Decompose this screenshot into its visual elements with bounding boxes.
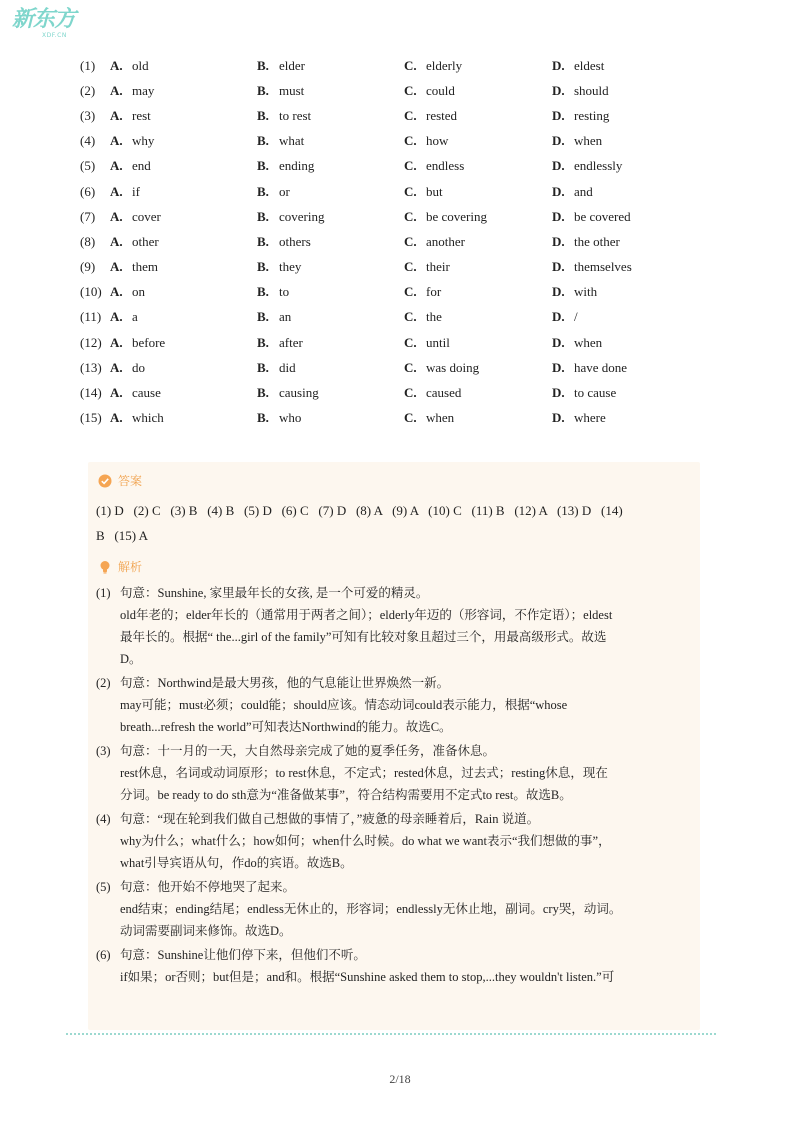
option-letter: A. [110, 133, 123, 149]
option-letter: D. [552, 259, 565, 275]
option-d [552, 209, 702, 225]
option-c [404, 58, 552, 74]
logo-subtext: XDF.CN [42, 32, 67, 39]
question-number: (3) [80, 107, 96, 123]
analysis-heading [98, 558, 142, 575]
option-letter: D. [552, 57, 565, 73]
option-text: when [574, 334, 603, 350]
option-text: covering [279, 208, 325, 224]
analysis-line: rest休息，名词或动词原形；to rest休息，不定式；rested休息，过去式；resting休息，现在 [120, 766, 608, 780]
question-number: (2) [80, 82, 96, 98]
option-letter: A. [110, 233, 123, 249]
question-row [80, 78, 720, 103]
option-letter: B. [257, 359, 269, 375]
question-number: (1) [80, 57, 96, 73]
option-text: do [132, 359, 145, 375]
option-text: or [279, 183, 290, 199]
option-d [552, 335, 702, 351]
option-a [110, 58, 257, 74]
option-text: who [279, 410, 302, 426]
answer-heading-label: 答案 [118, 474, 143, 488]
option-c [404, 158, 552, 174]
analysis-line: what引导宾语从句，作do的宾语。故选B。 [120, 856, 353, 870]
option-text: ending [279, 158, 315, 174]
option-c [404, 259, 552, 275]
option-letter: B. [257, 133, 269, 149]
option-letter: B. [257, 208, 269, 224]
analysis-line: 句意：Sunshine, 家里最年长的女孩, 是一个可爱的精灵。 [120, 586, 429, 600]
question-row [80, 53, 720, 78]
option-d [552, 259, 702, 275]
question-number: (5) [80, 158, 96, 174]
option-b [257, 83, 404, 99]
option-b [257, 284, 404, 300]
option-a [110, 335, 257, 351]
option-text: the other [574, 233, 620, 249]
option-d [552, 58, 702, 74]
option-text: must [279, 82, 305, 98]
option-text: why [132, 133, 155, 149]
option-letter: B. [257, 107, 269, 123]
option-text: the [426, 309, 442, 325]
option-b [257, 209, 404, 225]
option-letter: D. [552, 233, 565, 249]
option-letter: B. [257, 183, 269, 199]
option-text: should [574, 82, 609, 98]
question-row [80, 305, 720, 330]
option-c [404, 83, 552, 99]
option-c [404, 360, 552, 376]
option-letter: C. [404, 259, 417, 275]
analysis-line: 句意：他开始不停地哭了起来。 [120, 880, 296, 894]
option-text: themselves [574, 259, 632, 275]
option-text: cause [132, 385, 161, 401]
analysis-line: 分词。be ready to do sth意为“准备做某事”，符合结构需要用不定式to rest。故选B。 [120, 788, 572, 802]
option-d [552, 410, 702, 426]
option-letter: A. [110, 82, 123, 98]
option-d [552, 360, 702, 376]
option-c [404, 335, 552, 351]
option-letter: B. [257, 309, 269, 325]
option-letter: D. [552, 284, 565, 300]
analysis-line: 句意：十一月的一天，大自然母亲完成了她的夏季任务，准备休息。 [120, 744, 496, 758]
option-text: and [574, 183, 593, 199]
option-a [110, 284, 257, 300]
option-a [110, 133, 257, 149]
option-letter: C. [404, 410, 417, 426]
option-text: to rest [279, 107, 312, 123]
option-text: another [426, 233, 465, 249]
option-letter: B. [257, 284, 269, 300]
option-text: be covering [426, 208, 488, 224]
option-d [552, 234, 702, 250]
option-text: a [132, 309, 138, 325]
analysis-line: breath...refresh the world”可知表达Northwind的能力。故选C。 [120, 720, 452, 734]
option-letter: C. [404, 82, 417, 98]
option-letter: D. [552, 107, 565, 123]
option-letter: A. [110, 57, 123, 73]
option-b [257, 108, 404, 124]
option-a [110, 209, 257, 225]
lightbulb-icon [98, 560, 112, 574]
analysis-line: 动词需要副词来修饰。故选D。 [120, 924, 292, 938]
option-text: rested [426, 107, 458, 123]
analysis-item-number: (2) [96, 676, 111, 690]
question-number: (13) [80, 359, 102, 375]
question-row [80, 204, 720, 229]
analysis-line: 句意：Northwind是最大男孩，他的气息能让世界焕然一新。 [120, 676, 450, 690]
option-a [110, 259, 257, 275]
option-letter: B. [257, 233, 269, 249]
option-text: to [279, 284, 290, 300]
answer-line: (1) D (2) C (3) B (4) B (5) D (6) C (7) D (8) A (9) A (10) C (11) B (12) A (13) D (14) [96, 503, 623, 518]
option-text: end [132, 158, 151, 174]
option-letter: A. [110, 309, 123, 325]
analysis-line: if如果；or否则；but但是；and和。根据“Sunshine asked them to stop,...they wouldn't listen.”可 [120, 970, 615, 984]
analysis-line: why为什么；what什么；how如何；when什么时候。do what we want表示“我们想做的事”， [120, 834, 611, 848]
question-row [80, 229, 720, 254]
option-text: which [132, 410, 164, 426]
option-letter: D. [552, 334, 565, 350]
option-text: endless [426, 158, 465, 174]
option-c [404, 108, 552, 124]
option-letter: C. [404, 233, 417, 249]
option-text: have done [574, 359, 628, 375]
option-text: after [279, 334, 303, 350]
option-c [404, 284, 552, 300]
option-letter: C. [404, 158, 417, 174]
analysis-item [96, 582, 688, 670]
option-b [257, 259, 404, 275]
question-number: (8) [80, 233, 96, 249]
question-number: (10) [80, 284, 102, 300]
analysis-item-number: (6) [96, 948, 111, 962]
option-text: was doing [426, 359, 480, 375]
option-a [110, 184, 257, 200]
option-text: they [279, 259, 302, 275]
option-letter: C. [404, 57, 417, 73]
option-text: when [574, 133, 603, 149]
question-row [80, 280, 720, 305]
option-b [257, 309, 404, 325]
option-b [257, 58, 404, 74]
footer-divider [66, 1033, 716, 1035]
answer-analysis-box [88, 462, 700, 1030]
option-letter: A. [110, 410, 123, 426]
analysis-item-number: (5) [96, 880, 111, 894]
analysis-list [96, 582, 688, 990]
option-letter: A. [110, 107, 123, 123]
option-letter: D. [552, 133, 565, 149]
option-text: old [132, 57, 149, 73]
question-number: (14) [80, 385, 102, 401]
question-row [80, 129, 720, 154]
option-text: causing [279, 385, 319, 401]
question-row [80, 330, 720, 355]
option-text: be covered [574, 208, 631, 224]
analysis-line: D。 [120, 652, 142, 666]
option-letter: B. [257, 385, 269, 401]
option-text: caused [426, 385, 462, 401]
question-number: (7) [80, 208, 96, 224]
analysis-line: may可能；must必须；could能；should应该。情态动词could表示能力，根据“whose [120, 698, 568, 712]
option-d [552, 385, 702, 401]
option-c [404, 184, 552, 200]
analysis-item [96, 740, 688, 806]
option-b [257, 385, 404, 401]
option-letter: D. [552, 183, 565, 199]
option-text: if [132, 183, 140, 199]
option-letter: C. [404, 133, 417, 149]
question-row [80, 380, 720, 405]
option-letter: B. [257, 158, 269, 174]
option-c [404, 410, 552, 426]
question-row [80, 355, 720, 380]
option-text: resting [574, 107, 610, 123]
option-c [404, 309, 552, 325]
logo-text: 新东方 [12, 7, 76, 32]
option-text: endlessly [574, 158, 623, 174]
check-circle-icon [98, 474, 112, 488]
option-letter: A. [110, 208, 123, 224]
option-letter: B. [257, 410, 269, 426]
option-a [110, 108, 257, 124]
option-text: for [426, 284, 442, 300]
analysis-item [96, 672, 688, 738]
option-text: how [426, 133, 449, 149]
option-letter: D. [552, 410, 565, 426]
option-a [110, 83, 257, 99]
option-a [110, 309, 257, 325]
option-text: other [132, 233, 159, 249]
option-b [257, 360, 404, 376]
question-number: (9) [80, 259, 96, 275]
option-a [110, 234, 257, 250]
analysis-item [96, 944, 688, 988]
option-text: before [132, 334, 166, 350]
question-options [80, 53, 720, 431]
option-letter: A. [110, 259, 123, 275]
question-number: (6) [80, 183, 96, 199]
option-text: where [574, 410, 606, 426]
analysis-line: 句意：“现在轮到我们做自己想做的事情了，”疲惫的母亲睡着后，Rain 说道。 [120, 812, 540, 826]
option-letter: C. [404, 183, 417, 199]
option-text: may [132, 82, 155, 98]
option-c [404, 209, 552, 225]
option-letter: A. [110, 359, 123, 375]
option-text: their [426, 259, 450, 275]
question-row [80, 179, 720, 204]
option-text: others [279, 233, 311, 249]
option-text: when [426, 410, 455, 426]
analysis-line: end结束；ending结尾；endless无休止的，形容词；endlessly无休止地，副词。cry哭，动词。 [120, 902, 622, 916]
option-b [257, 158, 404, 174]
option-text: to cause [574, 385, 617, 401]
option-text: what [279, 133, 305, 149]
option-letter: C. [404, 334, 417, 350]
option-d [552, 284, 702, 300]
option-letter: B. [257, 334, 269, 350]
question-row [80, 103, 720, 128]
option-text: but [426, 183, 443, 199]
xdf-logo [12, 8, 82, 42]
option-letter: C. [404, 309, 417, 325]
option-d [552, 309, 702, 325]
option-d [552, 83, 702, 99]
analysis-heading-label: 解析 [118, 560, 143, 574]
page-number: 2/18 [389, 1072, 411, 1086]
answer-heading [98, 472, 142, 489]
option-d [552, 108, 702, 124]
option-a [110, 385, 257, 401]
option-text: eldest [574, 57, 605, 73]
answer-text [96, 498, 686, 548]
analysis-item-number: (4) [96, 812, 111, 826]
option-letter: B. [257, 82, 269, 98]
option-b [257, 335, 404, 351]
option-letter: D. [552, 158, 565, 174]
option-a [110, 360, 257, 376]
analysis-item [96, 808, 688, 874]
option-letter: C. [404, 385, 417, 401]
analysis-item-number: (3) [96, 744, 111, 758]
option-letter: B. [257, 259, 269, 275]
option-text: could [426, 82, 455, 98]
option-d [552, 184, 702, 200]
question-number: (4) [80, 133, 96, 149]
option-text: did [279, 359, 296, 375]
option-letter: D. [552, 82, 565, 98]
analysis-line: old年老的；elder年长的（通常用于两者之间）；elderly年迈的（形容词，不作定语）；eldest [120, 608, 613, 622]
analysis-line: 最年长的。根据“ the...girl of the family”可知有比较对象且超过三个，用最高级形式。故选 [120, 630, 607, 644]
option-d [552, 133, 702, 149]
option-letter: D. [552, 208, 565, 224]
option-text: elder [279, 57, 305, 73]
analysis-item-number: (1) [96, 586, 111, 600]
option-letter: A. [110, 334, 123, 350]
option-b [257, 133, 404, 149]
option-d [552, 158, 702, 174]
option-c [404, 133, 552, 149]
answer-line: B (15) A [96, 528, 148, 543]
option-b [257, 234, 404, 250]
option-text: rest [132, 107, 151, 123]
option-letter: C. [404, 208, 417, 224]
option-text: / [574, 309, 578, 325]
question-number: (15) [80, 410, 102, 426]
option-text: on [132, 284, 145, 300]
question-number: (11) [80, 309, 102, 325]
option-letter: A. [110, 158, 123, 174]
option-b [257, 184, 404, 200]
question-row [80, 154, 720, 179]
option-letter: D. [552, 359, 565, 375]
analysis-item [96, 876, 688, 942]
option-a [110, 410, 257, 426]
option-text: them [132, 259, 158, 275]
option-letter: A. [110, 183, 123, 199]
option-c [404, 234, 552, 250]
option-letter: D. [552, 385, 565, 401]
option-text: until [426, 334, 450, 350]
option-letter: A. [110, 385, 123, 401]
option-text: an [279, 309, 292, 325]
question-number: (12) [80, 334, 102, 350]
option-letter: A. [110, 284, 123, 300]
question-row [80, 255, 720, 280]
question-row [80, 406, 720, 431]
option-letter: C. [404, 284, 417, 300]
option-letter: C. [404, 107, 417, 123]
option-letter: B. [257, 57, 269, 73]
option-b [257, 410, 404, 426]
option-a [110, 158, 257, 174]
option-letter: D. [552, 309, 565, 325]
option-c [404, 385, 552, 401]
analysis-line: 句意：Sunshine让他们停下来，但他们不听。 [120, 948, 366, 962]
option-text: with [574, 284, 598, 300]
option-letter: C. [404, 359, 417, 375]
option-text: cover [132, 208, 161, 224]
option-text: elderly [426, 57, 463, 73]
